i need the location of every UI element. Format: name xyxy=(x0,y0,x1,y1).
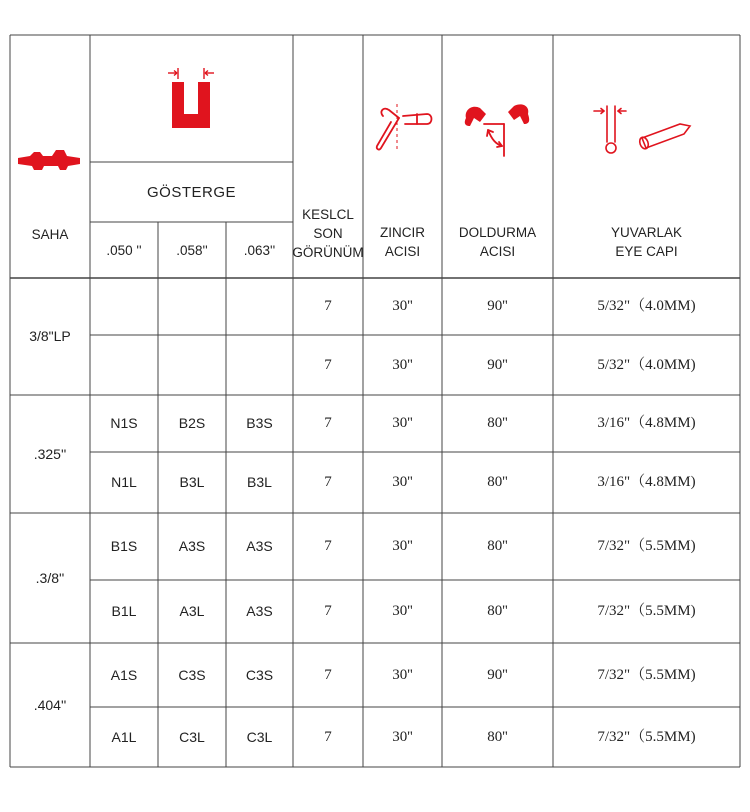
filling-angle-cell xyxy=(442,643,553,707)
pitch-header xyxy=(10,222,90,246)
cutter-header-line3: GÖRÜNÜM xyxy=(292,244,364,260)
filling-angle-cell xyxy=(442,580,553,643)
gauge-063-cell-value: C3S xyxy=(245,666,274,683)
filling-angle-cell-value: 80'' xyxy=(487,474,508,490)
gauge-058-cell xyxy=(158,513,226,580)
gauge-050-cell-value: B1S xyxy=(110,538,138,554)
pitch-value: 3/8"LP xyxy=(29,328,71,344)
gauge-050-cell xyxy=(90,580,158,643)
round-file-cell xyxy=(553,395,740,452)
chain-angle-cell-value: 30'' xyxy=(392,298,413,314)
cutter-cell-value: 7 xyxy=(324,666,332,683)
filling-angle-cell xyxy=(442,452,553,513)
filling-angle-cell xyxy=(442,513,553,580)
cutter-cell-value: 7 xyxy=(324,728,332,745)
round-file-cell-value: 7/32"（5.5MM) xyxy=(597,728,696,745)
round-file-cell xyxy=(553,580,740,643)
gauge-050-cell xyxy=(90,335,158,395)
gauge-col-058-label: .058'' xyxy=(176,242,208,258)
chain-angle-cell xyxy=(363,580,442,643)
chain-angle-cell xyxy=(363,278,442,335)
chain-angle-cell-value: 30'' xyxy=(392,603,413,619)
gauge-063-cell xyxy=(226,580,293,643)
gauge-col-050-label: .050 '' xyxy=(106,242,142,258)
filling-angle-header-line1: DOLDURMA xyxy=(458,225,537,240)
chain-angle-cell-value: 30'' xyxy=(392,356,413,373)
gauge-058-cell-value: A3S xyxy=(178,538,206,554)
gauge-050-cell xyxy=(90,707,158,767)
gauge-063-cell-value: B3L xyxy=(247,474,272,490)
cutter-cell-value: 7 xyxy=(324,474,332,490)
round-file-cell-value: 7/32"（5.5MM) xyxy=(597,538,696,554)
gauge-header-label: GÖSTERGE xyxy=(146,183,236,201)
pitch-cell xyxy=(10,395,90,513)
gauge-050-cell xyxy=(90,395,158,452)
chain-angle-header xyxy=(363,218,442,266)
pitch-cell xyxy=(10,513,90,643)
gauge-063-cell-value: C3L xyxy=(246,728,273,745)
chain-angle-cell xyxy=(363,513,442,580)
gauge-063-cell xyxy=(226,395,293,452)
gauge-header xyxy=(90,162,293,222)
cutter-cell xyxy=(293,278,363,335)
gauge-058-cell xyxy=(158,395,226,452)
cutter-cell-value: 7 xyxy=(324,356,332,373)
cutter-header-line2: SON xyxy=(313,225,343,241)
filling-angle-cell-value: 90'' xyxy=(487,298,508,314)
round-file-header xyxy=(553,218,740,266)
round-file-cell xyxy=(553,707,740,767)
gauge-063-cell-value: A3S xyxy=(246,538,273,554)
filling-angle-cell-value: 80'' xyxy=(487,415,508,431)
chain-angle-cell xyxy=(363,395,442,452)
gauge-058-cell-value: A3L xyxy=(179,603,205,619)
gauge-050-cell-value: N1L xyxy=(111,474,137,490)
gauge-063-cell xyxy=(226,513,293,580)
pitch-cell xyxy=(10,278,90,395)
gauge-u-icon xyxy=(166,66,216,130)
gauge-050-cell-value: A1L xyxy=(111,728,137,745)
gauge-col-050 xyxy=(90,222,158,278)
cutter-cell-value: 7 xyxy=(324,415,332,431)
gauge-050-cell xyxy=(90,452,158,513)
filling-angle-cell-value: 90'' xyxy=(487,666,508,683)
gauge-063-cell xyxy=(226,278,293,335)
gauge-050-cell-value: B1L xyxy=(111,603,137,619)
cutter-cell-value: 7 xyxy=(324,603,332,619)
filling-angle-cell-value: 80'' xyxy=(487,728,508,745)
chain-angle-cell-value: 30'' xyxy=(392,474,413,490)
gauge-col-063 xyxy=(226,222,293,278)
gauge-058-cell xyxy=(158,335,226,395)
filling-angle-cell-value: 80'' xyxy=(487,538,508,554)
gauge-058-cell xyxy=(158,580,226,643)
cutter-header-line1: KESLCL xyxy=(302,206,354,222)
gauge-058-cell-value: B3L xyxy=(179,474,205,490)
filling-angle-header-line2: ACISI xyxy=(479,244,516,259)
cutter-header xyxy=(293,200,363,266)
chain-angle-cell xyxy=(363,707,442,767)
gauge-050-cell-value: N1S xyxy=(110,415,138,431)
chain-angle-header-line1: ZINCIR xyxy=(380,225,425,240)
chain-angle-cell-value: 30'' xyxy=(392,728,413,745)
round-file-cell-value: 5/32"（4.0MM) xyxy=(597,298,696,314)
pitch-value: .404'' xyxy=(33,696,67,713)
filling-angle-cell xyxy=(442,335,553,395)
file-holder-icon xyxy=(373,102,435,154)
round-file-cell xyxy=(553,452,740,513)
round-file-icon xyxy=(592,104,694,156)
cutter-cell xyxy=(293,513,363,580)
cutter-cell xyxy=(293,335,363,395)
cutter-cell-value: 7 xyxy=(324,298,332,314)
gauge-063-cell xyxy=(226,452,293,513)
cutter-cell-value: 7 xyxy=(324,538,332,554)
filling-angle-cell-value: 90'' xyxy=(487,356,508,373)
round-file-header-line2: EYE CAPI xyxy=(615,244,678,259)
gauge-050-cell xyxy=(90,513,158,580)
gauge-063-cell-value: A3S xyxy=(246,603,273,619)
pitch-value: .3/8'' xyxy=(35,569,65,586)
gauge-058-cell-value: B2S xyxy=(178,415,206,431)
round-file-cell-value: 3/16"（4.8MM) xyxy=(597,415,696,431)
chain-angle-cell-value: 30'' xyxy=(392,666,413,683)
gauge-col-058 xyxy=(158,222,226,278)
filling-angle-cell xyxy=(442,278,553,335)
gauge-col-063-label: .063'' xyxy=(243,242,276,258)
gauge-063-cell xyxy=(226,707,293,767)
gauge-058-cell xyxy=(158,278,226,335)
gauge-050-cell xyxy=(90,278,158,335)
gauge-063-cell xyxy=(226,335,293,395)
filling-angle-cell-value: 80'' xyxy=(487,603,508,619)
pitch-header-label: SAHA xyxy=(31,226,69,242)
chain-angle-cell-value: 30'' xyxy=(392,415,413,431)
chain-angle-cell-value: 30'' xyxy=(392,538,413,554)
round-file-cell-value: 5/32"（4.0MM) xyxy=(597,356,696,373)
gauge-058-cell xyxy=(158,452,226,513)
round-file-cell-value: 7/32"（5.5MM) xyxy=(597,603,696,619)
pitch-cell xyxy=(10,643,90,767)
gauge-063-cell-value: B3S xyxy=(246,415,273,431)
pitch-value: .325'' xyxy=(33,445,67,462)
angle-arrows-icon xyxy=(460,100,534,160)
gauge-058-cell xyxy=(158,707,226,767)
cutter-cell xyxy=(293,580,363,643)
cutter-cell xyxy=(293,707,363,767)
round-file-cell xyxy=(553,335,740,395)
cutter-cell xyxy=(293,452,363,513)
filling-angle-cell xyxy=(442,707,553,767)
gauge-050-cell xyxy=(90,643,158,707)
filling-angle-header xyxy=(442,218,553,266)
round-file-cell xyxy=(553,513,740,580)
chain-angle-cell xyxy=(363,452,442,513)
filling-angle-cell xyxy=(442,395,553,452)
chain-angle-cell xyxy=(363,335,442,395)
chain-angle-cell xyxy=(363,643,442,707)
cutter-cell xyxy=(293,643,363,707)
round-file-cell-value: 3/16"（4.8MM) xyxy=(597,474,696,490)
gauge-058-cell-value: C3L xyxy=(179,728,205,745)
round-file-cell xyxy=(553,643,740,707)
gauge-058-cell-value: C3S xyxy=(178,666,206,683)
chain-angle-header-line2: ACISI xyxy=(384,244,421,259)
round-file-cell-value: 7/32"（5.5MM) xyxy=(597,666,696,683)
gauge-063-cell xyxy=(226,643,293,707)
round-file-header-line1: YUVARLAK xyxy=(610,225,683,240)
gauge-050-cell-value: A1S xyxy=(110,666,138,683)
round-file-cell xyxy=(553,278,740,335)
chain-segment-icon xyxy=(16,144,82,176)
cutter-cell xyxy=(293,395,363,452)
gauge-058-cell xyxy=(158,643,226,707)
